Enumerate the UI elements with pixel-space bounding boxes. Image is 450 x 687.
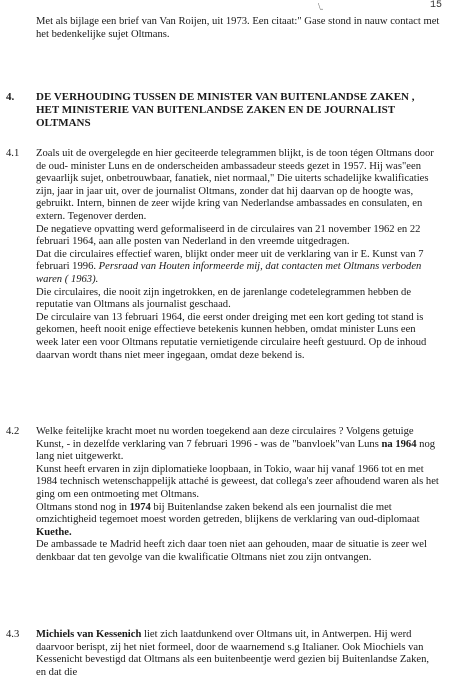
italic-quote: Persraad van Houten informeerde mij, dat contacten met Oltmans verboden waren ( 1963). bbox=[36, 261, 422, 285]
paragraph-text bbox=[36, 629, 440, 679]
text-run: Oltmans stond nog in bbox=[36, 501, 130, 513]
sentence: De negatieve opvatting werd geformaliseerd in de circulaires van 21 november 1962 en 22 februari 1964, aan alle posten van Nederland in den vreemde uitgedragen. bbox=[36, 223, 421, 248]
bold-run: Michiels van Kessenich bbox=[36, 629, 142, 640]
bold-run: 1974 bbox=[129, 501, 151, 513]
text-run: nog lang niet uitgewerkt. bbox=[36, 438, 436, 463]
section-title: DE VERHOUDING TUSSEN DE MINISTER VAN BUITENLANDSE ZAKEN , HET MINISTERIE VAN BUITENLANDSE ZAKEN EN DE JOURNALIST OLTMANS bbox=[36, 91, 415, 129]
paragraph-number: 4.1 bbox=[6, 148, 20, 159]
sentence bbox=[36, 629, 440, 679]
text-run: liet zich laatdunkend over Oltmans uit, in Antwerpen. Hij werd daarvoor berispt, zij het niet formeel, door de waarnemend s.g Italianer. Ook Miochiels van Kessenicht bevestigd dat Oltmans als een buitenbeentje werd gezien bij Buitenlandse Zaken, en dat die bbox=[36, 629, 430, 678]
sentence: Zoals uit de overgelegde en hier geciteerde telegrammen blijkt, is de toon tégen Oltmans door de oud- minister Luns en de onderscheiden ambassadeur steeds gezet in 1957. Hij was"een gevaarlijk sujet, onbetrouwbaar, fanatiek, niet normaal," Die uiterts schadelijke kwalificaties zijn, jaar in jaar uit, over de journalist Oltmans, zonder dat hij daarvan op de hoogte was, gebruikt. Intern, binnen de zeer wijde kring van Nederlandse ambassades en consulaten, en extern. Tegenover derden. bbox=[36, 148, 434, 222]
margin-mark: \. bbox=[318, 2, 324, 13]
text-run: Welke feitelijke kracht moet nu worden toegekend aan deze circulaires ? Volgens getuige Kunst, - in dezelfde verklaring van 7 februari 1996 - was de "banvloek"van Luns bbox=[36, 426, 414, 450]
bold-run: Kuethe. bbox=[36, 526, 72, 538]
sentence: Kunst heeft ervaren in zijn diplomatieke loopbaan, in Tokio, waar hij vanaf 1966 tot en met 1984 technisch wetenschappelijk attaché is geweest, dat collega's zeer afhoudend waren als het ging om een ontmoeting met Oltmans. bbox=[36, 463, 439, 500]
sentence bbox=[36, 249, 440, 287]
sentence: De ambassade te Madrid heeft zich daar toen niet aan gehouden, maar de situatie is zeer wel denkbaar dat ten gevolge van die kwalificatie Oltmans niet zou zijn ontvangen. bbox=[36, 539, 427, 563]
sentence bbox=[36, 426, 440, 464]
text-run: bij Buitenlandse zaken bekend als een journalist die met omzichtigheid tegemoet moest worden getreden, blijkens de verklaring van oud-diplomaat bbox=[36, 501, 420, 526]
section-number: 4. bbox=[6, 91, 15, 103]
paragraph-number: 4.2 bbox=[6, 426, 20, 437]
sentence: Die circulaires, die nooit zijn ingetrokken, en de jarenlange codetelegrammen hebben de reputatie van Oltmans als journalist geschaad. bbox=[36, 286, 412, 311]
paragraph-text bbox=[36, 148, 440, 362]
paragraph-text bbox=[36, 426, 440, 565]
bold-run: na 1964 bbox=[381, 438, 417, 450]
text-run: Dat die circulaires effectief waren, blijkt onder meer uit de verklaring van ir E. Kunst van 7 februari 1996. bbox=[36, 248, 424, 273]
sentence bbox=[36, 502, 440, 540]
sentence: De circulaire van 13 februari 1964, die eerst onder dreiging met een kort geding tot stand is gekomen, heeft nooit enige effectieve betekenis kunnen hebben, omdat minister Luns een week later een voor Oltmans reputatie vernietigende circulaire heeft gestuurd. Op de inhoud daarvan wordt thans niet meer ingegaan, omdat deze bekend is. bbox=[36, 311, 427, 361]
intro-paragraph: Met als bijlage een brief van Van Roijen, uit 1973. Een citaat:" Gase stond in nauw contact met het bedenkelijke sujet Oltmans. bbox=[36, 16, 440, 40]
paragraph-number: 4.3 bbox=[6, 629, 20, 640]
page-number: 15 bbox=[429, 0, 442, 11]
